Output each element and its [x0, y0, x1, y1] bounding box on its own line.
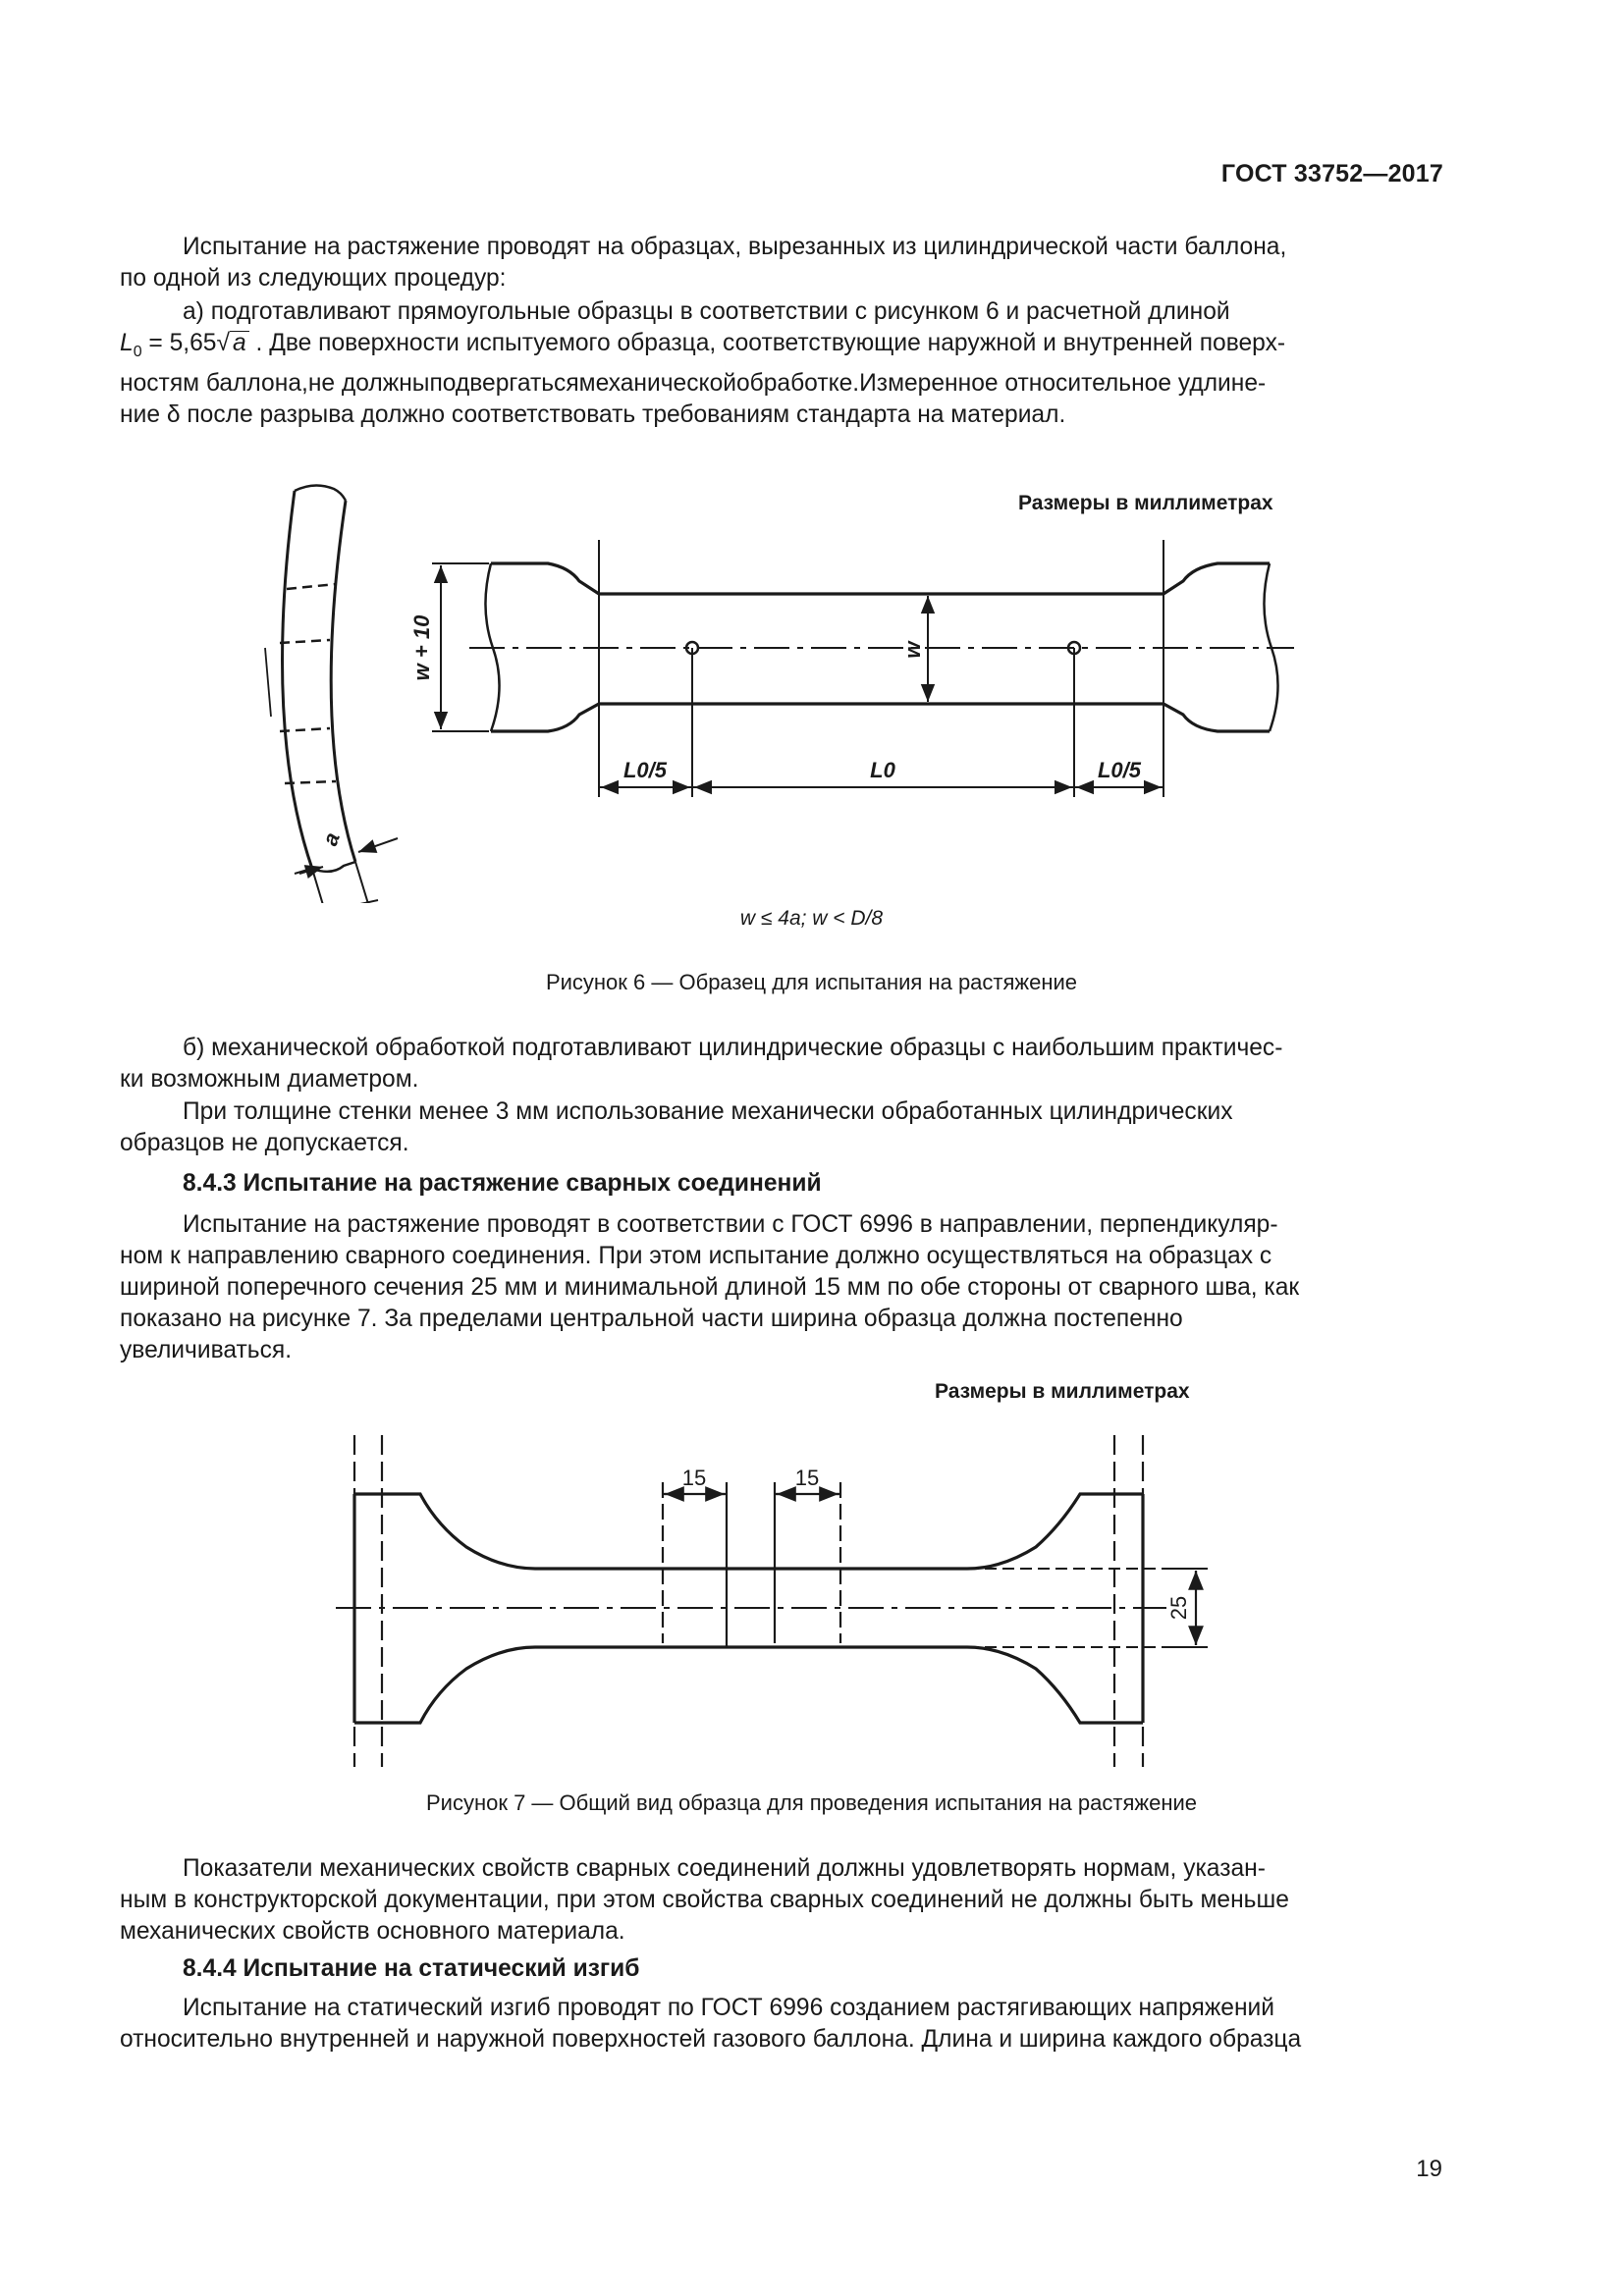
figure7-drawing	[0, 1423, 1623, 1787]
formula-L: L	[120, 330, 134, 356]
text-line: Испытание на растяжение проводят в соответствии с ГОСТ 6996 в направлении, перпендикуляр-	[183, 1211, 1278, 1238]
wall-outer-arc	[283, 491, 312, 869]
heading-text: 8.4.4 Испытание на статический изгиб	[183, 1955, 640, 1982]
figure7-caption: Рисунок 7 — Общий вид образца для проведения испытания на растяжение	[425, 1790, 1197, 1815]
text-line: Испытание на растяжение проводят на образцах, вырезанных из цилиндрической части баллона,	[183, 234, 1287, 260]
paragraph-intro	[120, 232, 1447, 294]
text-line: При толщине стенки менее 3 мм использование механически обработанных цилиндрических	[183, 1098, 1233, 1125]
paragraph-item-a	[120, 296, 1447, 431]
text-line: ным в конструкторской документации, при этом свойства сварных соединений не должны быть меньше	[120, 1887, 1289, 1913]
text-line-rest: . Две поверхности испытуемого образца, соответствующие наружной и внутренней поверх-	[255, 330, 1286, 356]
heading-text: 8.4.3 Испытание на растяжение сварных соединений	[183, 1170, 822, 1197]
text-line: механических свойств основного материала.	[120, 1918, 625, 1945]
text-line: Испытание на статический изгиб проводят по ГОСТ 6996 созданием растягивающих напряжений	[183, 1995, 1275, 2021]
formula-radicand: a	[230, 331, 249, 355]
section-8-4-4-heading	[120, 1953, 1447, 1985]
text-line: показано на рисунке 7. За пределами центральной части ширина образца должна постепенно	[120, 1306, 1183, 1332]
text-line: ностям баллона,не должныподвергатьсямеханическойобработке.Измеренное относительное удлине-	[120, 369, 1267, 397]
text-line: шириной поперечного сечения 25 мм и минимальной длиной 15 мм по обе стороны от сварного шва, как	[120, 1274, 1300, 1301]
figure6-dims-note: Размеры в миллиметрах	[1018, 492, 1273, 514]
text-line: ном к направлению сварного соединения. При этом испытание должно осуществляться на образцах с	[120, 1243, 1272, 1269]
paragraph-weld-test	[120, 1209, 1447, 1366]
paragraph-item-b	[120, 1033, 1447, 1095]
text-line: б) механической обработкой подготавливают цилиндрические образцы с наибольшим практичес-	[183, 1035, 1283, 1061]
label-25: 25	[1166, 1595, 1191, 1621]
sqrt-symbol: √	[216, 330, 230, 356]
text-line: ние δ после разрыва должно соответствовать требованиям стандарта на материал.	[120, 400, 1066, 428]
paragraph-wall-thickness	[120, 1096, 1447, 1159]
label-L0: L0	[870, 758, 895, 782]
text-line: ки возможным диаметром.	[120, 1066, 419, 1093]
formula-line	[120, 328, 1447, 368]
figure6-drawing	[0, 471, 1623, 903]
label-15-left: 15	[681, 1466, 707, 1490]
figure6-condition: w ≤ 4a; w < D/8	[739, 907, 884, 930]
formula-eq: = 5,65	[141, 330, 217, 356]
label-a: a	[317, 828, 345, 849]
text-line: а) подготавливают прямоугольные образцы в соответствии с рисунком 6 и расчетной длиной	[183, 298, 1230, 325]
text-line: по одной из следующих процедур:	[120, 265, 507, 292]
label-15-right: 15	[794, 1466, 820, 1490]
wall-inner-arc	[331, 501, 355, 862]
text-line: Показатели механических свойств сварных соединений должны удовлетворять нормам, указан-	[183, 1855, 1266, 1882]
paragraph-static-bend	[120, 1993, 1447, 2056]
label-L0-5-left: L0/5	[622, 758, 668, 782]
paragraph-weld-properties	[120, 1853, 1447, 1948]
text-line: образцов не допускается.	[120, 1130, 409, 1156]
text-line: увеличиваться.	[120, 1337, 293, 1363]
text-line: относительно внутренней и наружной поверхностей газового баллона. Длина и ширина каждого образца	[120, 2026, 1302, 2053]
formula-subscript: 0	[133, 343, 142, 360]
label-L0-5-right: L0/5	[1097, 758, 1142, 782]
figure6-caption: Рисунок 6 — Образец для испытания на растяжение	[545, 970, 1078, 994]
section-8-4-3-heading	[120, 1168, 1447, 1200]
document-id: ГОСТ 33752—2017	[1220, 160, 1443, 187]
figure7-dims-note: Размеры в миллиметрах	[935, 1380, 1190, 1403]
label-w: w	[900, 641, 925, 659]
page-number: 19	[1416, 2156, 1442, 2182]
label-w10: w + 10	[409, 614, 434, 681]
